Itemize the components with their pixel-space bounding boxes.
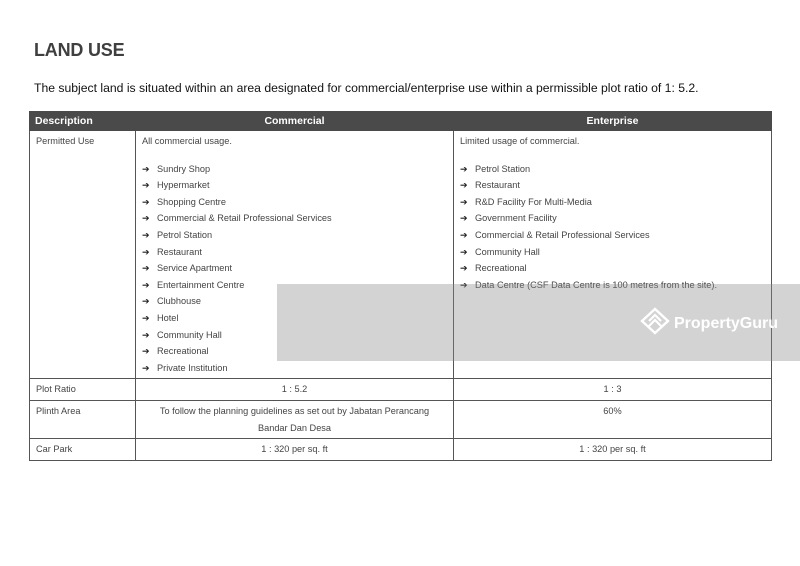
list-item-label: Hypermarket xyxy=(157,180,210,191)
list-item-label: Government Facility xyxy=(475,213,557,224)
plot-ratio-commercial: 1 : 5.2 xyxy=(136,379,454,401)
arrow-bullet-icon: ➔ xyxy=(142,213,150,224)
list-item-label: Hotel xyxy=(157,312,179,323)
header-enterprise: Enterprise xyxy=(454,112,772,131)
arrow-bullet-icon: ➔ xyxy=(142,329,150,340)
page-title: LAND USE xyxy=(34,40,125,60)
table-row-car-park xyxy=(30,439,772,461)
list-item xyxy=(142,260,447,277)
list-item-label: Commercial & Retail Professional Services xyxy=(157,213,332,224)
table-row-plot-ratio xyxy=(30,379,772,401)
table-header-row xyxy=(30,112,772,131)
header-description: Description xyxy=(30,112,136,131)
table-row-plinth-area xyxy=(30,400,772,438)
list-item xyxy=(460,244,765,261)
list-item xyxy=(460,194,765,211)
plinth-area-label: Plinth Area xyxy=(30,400,136,438)
list-item xyxy=(142,227,447,244)
header-commercial: Commercial xyxy=(136,112,454,131)
list-item xyxy=(460,210,765,227)
list-item-label: Recreational xyxy=(475,263,527,274)
list-item xyxy=(142,194,447,211)
arrow-bullet-icon: ➔ xyxy=(460,246,468,257)
arrow-bullet-icon: ➔ xyxy=(460,163,468,174)
plinth-area-enterprise: 60% xyxy=(454,400,772,438)
list-item-label: Entertainment Centre xyxy=(157,279,245,290)
arrow-bullet-icon: ➔ xyxy=(460,213,468,224)
plinth-area-commercial-line1: To follow the planning guidelines as set out by Jabatan Perancang xyxy=(159,405,430,416)
arrow-bullet-icon: ➔ xyxy=(460,279,468,290)
arrow-bullet-icon: ➔ xyxy=(142,346,150,357)
list-item xyxy=(142,161,447,178)
watermark-text: PropertyGuru xyxy=(674,314,779,332)
list-item xyxy=(460,260,765,277)
list-item-label: Community Hall xyxy=(475,246,540,257)
arrow-bullet-icon: ➔ xyxy=(142,180,150,191)
list-item xyxy=(460,161,765,178)
arrow-bullet-icon: ➔ xyxy=(142,296,150,307)
plinth-area-commercial xyxy=(136,400,454,438)
list-item xyxy=(142,210,447,227)
plot-ratio-label: Plot Ratio xyxy=(30,379,136,401)
car-park-commercial: 1 : 320 per sq. ft xyxy=(136,439,454,461)
arrow-bullet-icon: ➔ xyxy=(460,196,468,207)
arrow-bullet-icon: ➔ xyxy=(460,263,468,274)
list-item-label: Restaurant xyxy=(157,246,202,257)
propertyguru-logo-icon xyxy=(640,307,674,340)
list-item-label: Petrol Station xyxy=(157,229,213,240)
list-item xyxy=(460,177,765,194)
arrow-bullet-icon: ➔ xyxy=(142,196,150,207)
arrow-bullet-icon: ➔ xyxy=(460,180,468,191)
list-item-label: Data Centre (CSF Data Centre is 100 metres from the site). xyxy=(475,279,718,290)
arrow-bullet-icon: ➔ xyxy=(142,279,150,290)
commercial-use-intro: All commercial usage. xyxy=(142,136,232,146)
list-item-label: Sundry Shop xyxy=(157,163,211,174)
plinth-area-commercial-line2: Bandar Dan Desa xyxy=(257,422,332,433)
list-item-label: Clubhouse xyxy=(157,296,201,307)
car-park-enterprise: 1 : 320 per sq. ft xyxy=(454,439,772,461)
arrow-bullet-icon: ➔ xyxy=(142,163,150,174)
permitted-use-label: Permitted Use xyxy=(30,131,136,379)
list-item xyxy=(142,360,447,377)
list-item-label: Community Hall xyxy=(157,329,222,340)
list-item xyxy=(460,227,765,244)
list-item-label: R&D Facility For Multi-Media xyxy=(475,196,592,207)
enterprise-use-intro: Limited usage of commercial. xyxy=(460,136,580,146)
arrow-bullet-icon: ➔ xyxy=(142,246,150,257)
list-item-label: Commercial & Retail Professional Services xyxy=(475,229,650,240)
list-item xyxy=(142,177,447,194)
plot-ratio-enterprise: 1 : 3 xyxy=(454,379,772,401)
car-park-label: Car Park xyxy=(30,439,136,461)
watermark-logo xyxy=(640,307,778,340)
list-item-label: Private Institution xyxy=(157,362,228,373)
list-item-label: Service Apartment xyxy=(157,263,233,274)
enterprise-use-list xyxy=(460,161,765,294)
list-item-label: Petrol Station xyxy=(475,163,531,174)
list-item-label: Shopping Centre xyxy=(157,196,226,207)
list-item-label: Recreational xyxy=(157,346,209,357)
list-item-label: Restaurant xyxy=(475,180,520,191)
arrow-bullet-icon: ➔ xyxy=(142,229,150,240)
arrow-bullet-icon: ➔ xyxy=(142,263,150,274)
arrow-bullet-icon: ➔ xyxy=(142,312,150,323)
arrow-bullet-icon: ➔ xyxy=(460,229,468,240)
arrow-bullet-icon: ➔ xyxy=(142,362,150,373)
intro-paragraph: The subject land is situated within an area designated for commercial/enterprise use within a permissible plot ratio of 1: 5.2. xyxy=(34,81,699,95)
list-item xyxy=(142,244,447,261)
